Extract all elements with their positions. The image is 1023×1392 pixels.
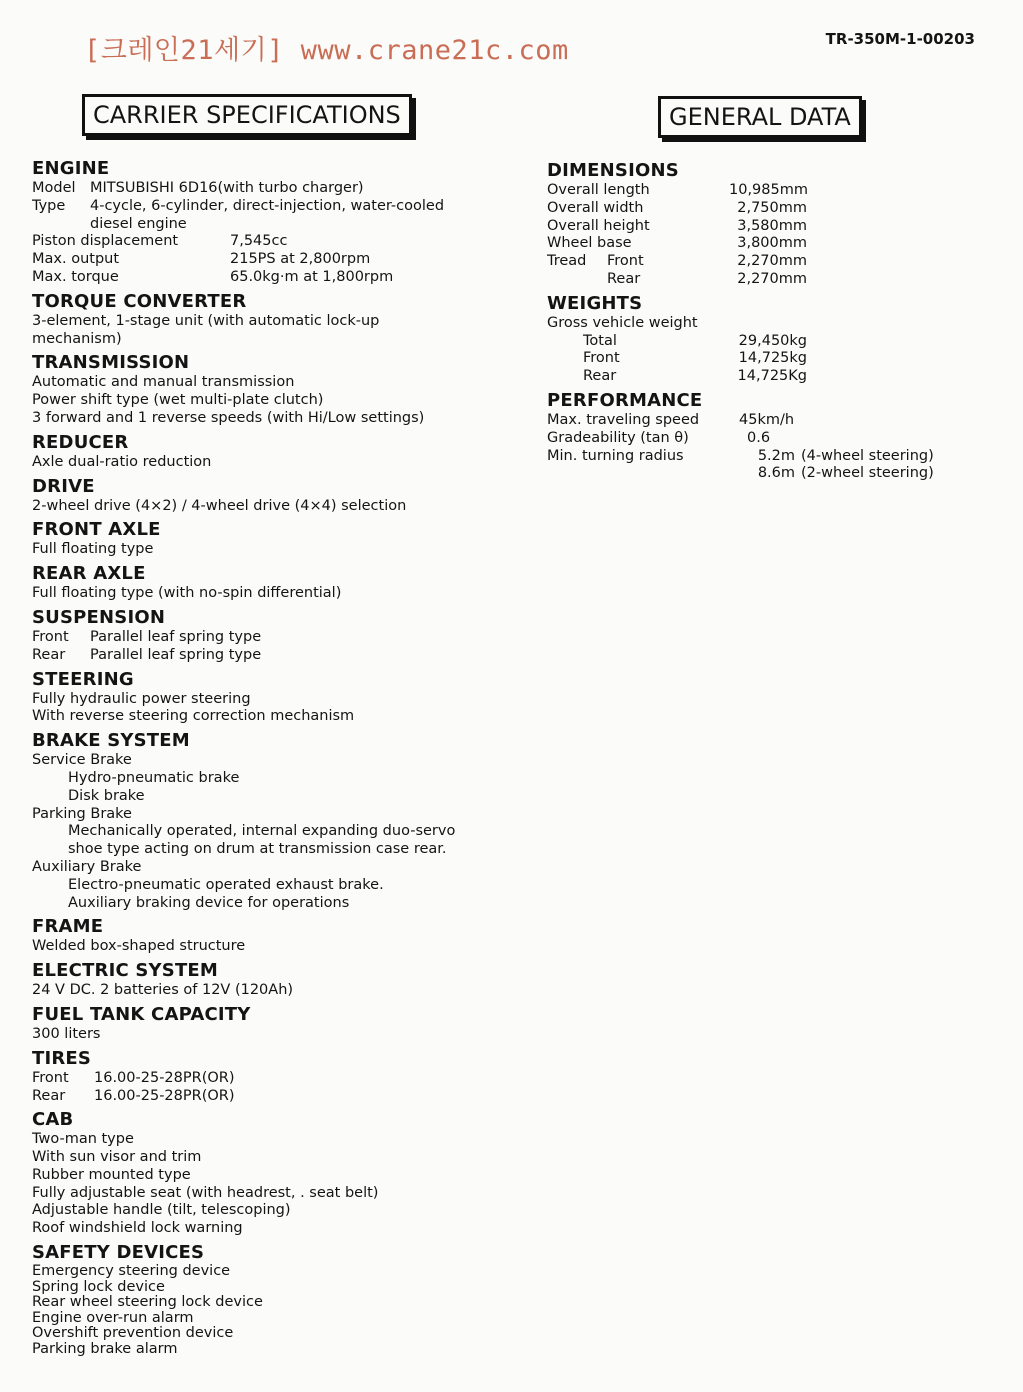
section-heading: STEERING — [32, 668, 134, 690]
section-heading: SUSPENSION — [32, 606, 166, 628]
spec-line: 3 forward and 1 reverse speeds (with Hi/Low settings) — [32, 409, 425, 426]
cab-section — [32, 1109, 502, 1238]
fuel-tank-section — [32, 1004, 502, 1044]
brake-system-section — [32, 730, 502, 912]
section-heading: DIMENSIONS — [547, 160, 679, 181]
spec-line: Adjustable handle (tilt, telescoping) — [32, 1202, 291, 1219]
spec-row: Front 14,725kg — [583, 350, 807, 367]
spec-line: mechanism) — [32, 330, 122, 347]
spec-line: Parking brake alarm — [32, 1340, 178, 1357]
spec-line: Gross vehicle weight — [547, 314, 698, 331]
spec-line: Power shift type (wet multi-plate clutch) — [32, 392, 324, 409]
spec-row: Front Parallel leaf spring type — [32, 628, 262, 645]
spec-row: Rear 2,270mm — [607, 270, 807, 287]
engine-section — [32, 158, 502, 287]
spec-line: Engine over-run alarm — [32, 1309, 194, 1326]
spec-line: Emergency steering device — [32, 1263, 231, 1280]
carrier-specifications-column — [32, 158, 502, 1361]
safety-devices-section — [32, 1242, 502, 1357]
section-heading: FRONT AXLE — [32, 519, 161, 541]
section-heading: WEIGHTS — [547, 292, 643, 314]
spec-row: Piston displacement 7,545cc — [32, 233, 288, 250]
spec-line: Rear wheel steering lock device — [32, 1294, 263, 1311]
spec-line: Welded box-shaped structure — [32, 938, 246, 955]
section-heading: REAR AXLE — [32, 563, 146, 585]
spec-row: Model MITSUBISHI 6D16(with turbo charger) — [32, 180, 364, 196]
spec-line: With sun visor and trim — [32, 1149, 202, 1166]
document-id: TR-350M-1-00203 — [825, 30, 975, 48]
spec-line: Automatic and manual transmission — [32, 374, 295, 391]
brake-sub-label: Parking Brake — [32, 805, 132, 822]
section-heading: ELECTRIC SYSTEM — [32, 960, 219, 982]
section-heading: DRIVE — [32, 475, 95, 497]
section-heading: PERFORMANCE — [547, 389, 703, 411]
spec-row: Wheel base 3,800mm — [547, 235, 807, 252]
section-heading: ENGINE — [32, 158, 110, 179]
spec-line: 24 V DC. 2 batteries of 12V (120Ah) — [32, 982, 294, 999]
frame-section — [32, 916, 502, 956]
spec-line: With reverse steering correction mechanism — [32, 708, 355, 725]
section-heading: CAB — [32, 1109, 74, 1131]
suspension-section — [32, 607, 502, 665]
spec-row: Total 29,450kg — [583, 332, 807, 349]
spec-row: Max. traveling speed 45km/h — [547, 411, 795, 428]
spec-line: Auxiliary braking device for operations — [68, 894, 350, 911]
spec-row: Rear 16.00-25-28PR(OR) — [32, 1087, 235, 1104]
spec-row: Rear Parallel leaf spring type — [32, 646, 262, 663]
spec-line: Mechanically operated, internal expanding duo-servo — [68, 823, 456, 840]
spec-line: 300 liters — [32, 1025, 101, 1042]
tires-section — [32, 1048, 502, 1106]
section-heading: TIRES — [32, 1047, 92, 1069]
spec-row: Type 4-cycle, 6-cylinder, direct-injection, water-cooled — [32, 197, 445, 214]
carrier-specifications-title: CARRIER SPECIFICATIONS — [82, 94, 412, 136]
spec-row: Front 16.00-25-28PR(OR) — [32, 1069, 235, 1086]
brake-sub-label: Auxiliary Brake — [32, 858, 142, 875]
general-data-column — [547, 160, 967, 487]
brake-sub-label: Service Brake — [32, 752, 132, 769]
spec-row: Overall height 3,580mm — [547, 217, 807, 234]
torque-converter-section — [32, 291, 502, 349]
steering-section — [32, 669, 502, 727]
reducer-section — [32, 432, 502, 472]
section-heading: SAFETY DEVICES — [32, 1242, 205, 1264]
section-heading: REDUCER — [32, 431, 129, 453]
spec-row: Max. torque 65.0kg·m at 1,800rpm — [32, 268, 394, 285]
spec-line: Two-man type — [32, 1131, 134, 1148]
spec-row: Min. turning radius 5.2m (4-wheel steering) — [547, 447, 934, 464]
spec-line: Fully hydraulic power steering — [32, 690, 251, 707]
spec-line: Full floating type — [32, 541, 154, 558]
front-axle-section — [32, 519, 502, 559]
spec-line: Rubber mounted type — [32, 1166, 191, 1183]
spec-row: Overall length 10,985mm — [547, 182, 808, 198]
spec-line: Overshift prevention device — [32, 1325, 234, 1342]
electric-system-section — [32, 960, 502, 1000]
spec-row: 8.6m (2-wheel steering) — [757, 465, 934, 482]
spec-row: Max. output 215PS at 2,800rpm — [32, 251, 371, 268]
section-heading: FRAME — [32, 916, 104, 938]
spec-line: Electro-pneumatic operated exhaust brake. — [68, 876, 384, 893]
dimensions-section — [547, 160, 967, 289]
spec-line: Roof windshield lock warning — [32, 1220, 243, 1237]
section-heading: TRANSMISSION — [32, 352, 190, 374]
drive-section — [32, 476, 502, 516]
transmission-section — [32, 352, 502, 427]
rear-axle-section — [32, 563, 502, 603]
spec-row: Rear 14,725Kg — [583, 368, 807, 385]
site-watermark: [크레인21세기] www.crane21c.com — [84, 35, 569, 66]
spec-row: Tread Front 2,270mm — [547, 253, 807, 270]
general-data-title: GENERAL DATA — [658, 96, 862, 138]
spec-line: Spring lock device — [32, 1278, 165, 1295]
spec-line: Axle dual-ratio reduction — [32, 453, 212, 470]
section-heading: FUEL TANK CAPACITY — [32, 1003, 251, 1025]
spec-line: Fully adjustable seat (with headrest, . seat belt) — [32, 1184, 379, 1201]
spec-line: Hydro-pneumatic brake — [68, 769, 240, 786]
spec-line: Full floating type (with no-spin differential) — [32, 585, 342, 602]
spec-row: Gradeability (tan θ) 0.6 — [547, 429, 771, 446]
section-heading: BRAKE SYSTEM — [32, 730, 190, 752]
spec-row: Overall width 2,750mm — [547, 199, 807, 216]
spec-line: Disk brake — [68, 787, 145, 804]
performance-section — [547, 390, 967, 483]
weights-section — [547, 293, 967, 386]
spec-row: diesel engine — [90, 215, 187, 232]
spec-line: 2-wheel drive (4×2) / 4-wheel drive (4×4) selection — [32, 497, 407, 514]
spec-line: 3-element, 1-stage unit (with automatic lock-up — [32, 312, 380, 329]
spec-line: shoe type acting on drum at transmission case rear. — [68, 841, 447, 858]
section-heading: TORQUE CONVERTER — [32, 290, 247, 312]
